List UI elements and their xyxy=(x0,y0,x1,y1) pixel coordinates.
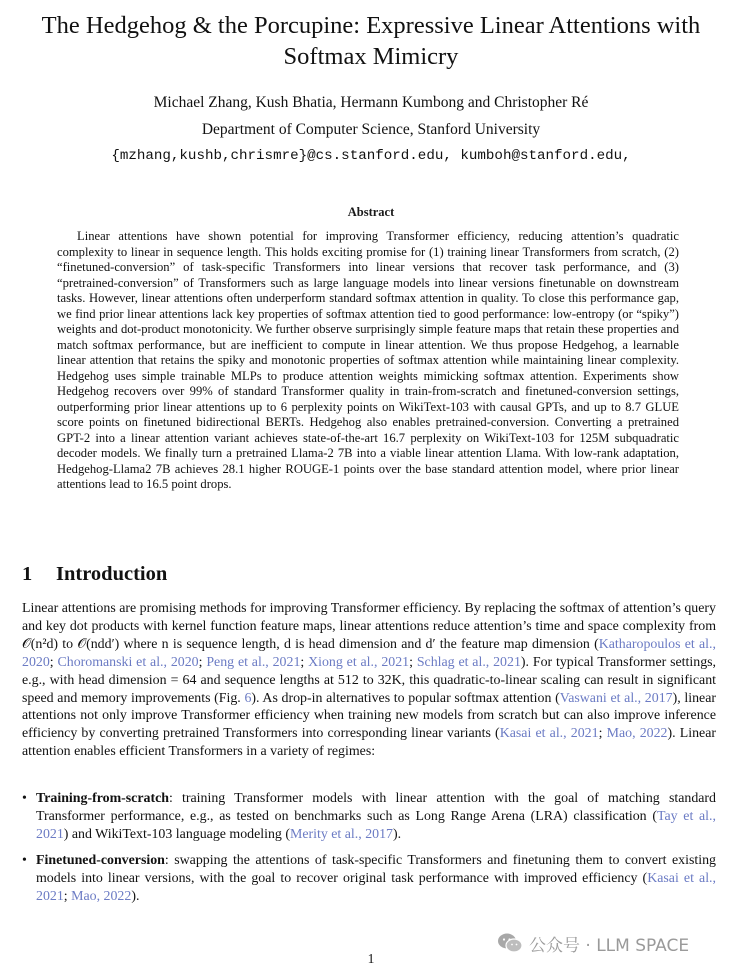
list-item-text: ). xyxy=(392,826,402,842)
citation-link[interactable]: Mao, 2022 xyxy=(71,888,132,904)
intro-text: ). As drop-in alternatives to popular softmax attention ( xyxy=(251,690,560,706)
citation-link[interactable]: Vaswani et al., 2017 xyxy=(559,690,673,706)
list-item xyxy=(22,790,716,844)
list-item-text: : swapping the attentions of task-specific Transformers and finetuning them to convert existing models into linear versions, with the goal to recover original task performance with improved efficiency ( xyxy=(36,852,716,886)
paper-title xyxy=(0,10,742,72)
citation-separator: ; xyxy=(300,654,309,670)
section-number: 1 xyxy=(22,563,33,585)
citation-link[interactable]: Merity et al., 2017 xyxy=(289,826,393,842)
citation-link[interactable]: Schlag et al., 2021 xyxy=(416,654,521,670)
citation-link[interactable]: Xiong et al., 2021 xyxy=(308,654,410,670)
page-number: 1 xyxy=(367,951,375,966)
abstract-text: Linear attentions have shown potential for improving Transformer efficiency, reducing attention’s quadratic complexity to linear in sequence length. This holds exciting promise for (1) training linear Transformers from scratch, (2) “finetuned-conversion” of task-specific Transformers into linear versions that recover task performance, and (3) “pretrained-conversion” of Transformers such as large language models into linear versions finetunable on downstream tasks. However, linear attentions often underperform standard softmax attention in quality. To close this performance gap, we find prior linear attentions lack key properties of softmax attention tied to good performance: low-entropy (or “spiky”) weights and dot-product monotonicity. We further observe surprisingly simple feature maps that retain these properties and match softmax performance, but are inefficient to compute in linear attention. We thus propose Hedgehog, a learnable linear attention that retains the spiky and monotonic properties of softmax attention while maintaining linear complexity. Hedgehog uses simple trainable MLPs to produce attention weights mimicking softmax attention. Experiments show Hedgehog recovers over 99% of standard Transformer quality in train-from-scratch and finetuned-conversion settings, outperforming prior linear attentions up to 6 perplexity points on WikiText-103 with causal GPTs, and up to 8.7 GLUE score points on finetuned bidirectional BERTs. Hedgehog also enables pretrained-conversion. Converting a pretrained GPT-2 into a linear attention variant achieves state-of-the-art 16.7 perplexity on WikiText-103 for 125M subquadratic decoder models. We finally turn a pretrained Llama-2 7B into a viable linear attention Llama. With low-rank adaptation, Hedgehog-Llama2 7B achieves 28.1 higher ROUGE-1 points over the base standard attention model, where prior linear attentions lead to 16.5 point drops. xyxy=(57,229,679,491)
affiliation: Department of Computer Science, Stanford University xyxy=(201,121,541,138)
citation-separator: ; xyxy=(409,654,417,670)
list-item-text: ; xyxy=(63,888,72,904)
citation-separator: ; xyxy=(598,726,607,742)
title-line-2: Softmax Mimicry xyxy=(283,43,459,70)
list-item-text: ). xyxy=(131,888,140,904)
citation-separator: ; xyxy=(198,654,207,670)
author-list: Michael Zhang, Kush Bhatia, Hermann Kumbong and Christopher Ré xyxy=(153,94,589,111)
section-title: Introduction xyxy=(56,563,168,585)
list-item xyxy=(22,852,716,906)
intro-text: ), linear attentions not only improve Transformer efficiency when training new models from scratch but can also improve inference efficiency by converting pretrained Transformers into corresponding linear variants ( xyxy=(22,690,716,742)
citation-separator: ; xyxy=(49,654,58,670)
citation-link[interactable]: Peng et al., 2021 xyxy=(206,654,301,670)
list-item-text: ) and WikiText-103 language modeling ( xyxy=(63,826,290,842)
citation-link[interactable]: Katharopoulos et al., 2020 xyxy=(22,636,716,670)
citation-link[interactable]: Kasai et al., 2021 xyxy=(499,726,599,742)
intro-text: ). Linear attention enables efficient Transformers in a variety of regimes: xyxy=(22,726,716,760)
citation-link[interactable]: Kasai et al., 2021 xyxy=(36,870,717,904)
intro-paragraph xyxy=(22,600,716,761)
section-heading xyxy=(22,563,167,586)
list-item-term: Finetuned-conversion xyxy=(36,852,165,868)
bullet-icon: • xyxy=(22,852,27,868)
citation-link[interactable]: Mao, 2022 xyxy=(606,726,668,742)
bullet-icon: • xyxy=(22,791,27,806)
watermark-text: 公众号 · LLM SPACE xyxy=(529,935,690,956)
citation-link[interactable]: Choromanski et al., 2020 xyxy=(57,654,199,670)
title-line-1: The Hedgehog & the Porcupine: Expressive Linear Attentions with xyxy=(41,12,701,39)
abstract-heading: Abstract xyxy=(347,205,395,219)
intro-text: Linear attentions are promising methods for improving Transformer efficiency. By replacing the softmax of attention’s query and key dot products with kernel function feature maps, linear attentions reduce attention’s time and space complexity from 𝒪(n²d) to 𝒪(ndd′) where n is sequence length, d is head dimension and d′ the feature map dimension ( xyxy=(22,601,716,652)
list-item-term: Training-from-scratch xyxy=(36,791,169,806)
intro-text: ). For typical Transformer settings, e.g., with head dimension = 64 and sequence lengths at 512 to 32K, this quadratic-to-linear scaling can result in significant speed and memory improvements (Fig. xyxy=(22,654,717,706)
list-item-text: : training Transformer models with linear attention with the goal of matching standard Transformer performance, e.g., as tested on benchmarks such as Long Range Arena (LRA) classification ( xyxy=(36,791,716,824)
figure-link[interactable]: 6 xyxy=(244,690,252,706)
citation-link[interactable]: Tay et al., 2021 xyxy=(36,808,716,842)
regime-list xyxy=(22,790,716,913)
email-addresses: {mzhang,kushb,chrismre}@cs.stanford.edu, kumboh@stanford.edu, xyxy=(111,148,631,164)
